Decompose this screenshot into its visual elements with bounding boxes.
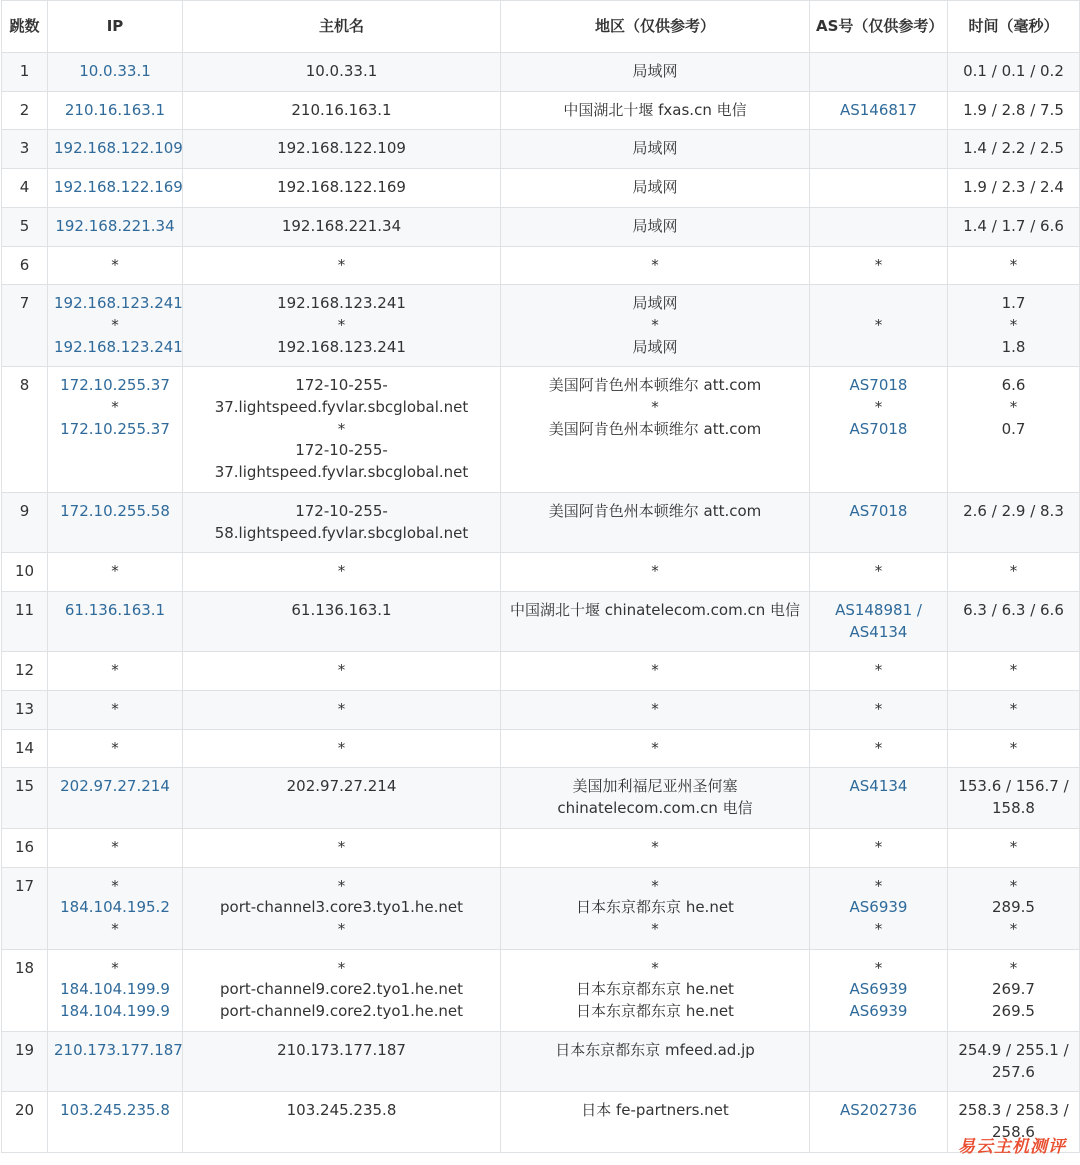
- cell-hostname-line: 172-10-255-: [295, 376, 388, 395]
- cell-hop: 4: [2, 169, 48, 208]
- cell-asn: [810, 553, 948, 592]
- table-row: [2, 1031, 1080, 1091]
- cell-asn-line: *: [874, 255, 883, 274]
- cell-time-line: *: [1009, 315, 1018, 334]
- cell-hostname-line: *: [337, 562, 346, 581]
- cell-hop: 1: [2, 53, 48, 92]
- cell-region-line: 美国阿肯色州本顿维尔 att.com: [548, 419, 762, 438]
- cell-hostname: [183, 652, 501, 691]
- cell-hostname-line: *: [337, 700, 346, 719]
- cell-hostname-line: 210.16.163.1: [291, 100, 392, 119]
- cell-asn: [810, 1031, 948, 1091]
- cell-hop: 8: [2, 367, 48, 493]
- cell-region: [501, 1092, 810, 1152]
- cell-ip: [48, 729, 183, 768]
- cell-hostname-line: *: [337, 919, 346, 938]
- cell-ip-line-link[interactable]: 210.173.177.187: [54, 1040, 183, 1059]
- cell-asn-line: *: [874, 837, 883, 856]
- cell-region: [501, 768, 810, 828]
- cell-asn-line: *: [874, 700, 883, 719]
- cell-region: [501, 91, 810, 130]
- cell-ip: [48, 949, 183, 1031]
- cell-ip: [48, 53, 183, 92]
- cell-region-line: 美国阿肯色州本顿维尔 att.com: [548, 501, 762, 520]
- cell-hop: 9: [2, 492, 48, 552]
- cell-asn: [810, 949, 948, 1031]
- cell-hostname-line: 192.168.122.169: [277, 178, 406, 197]
- cell-region: [501, 591, 810, 651]
- cell-ip-line-link[interactable]: 103.245.235.8: [60, 1101, 170, 1120]
- cell-asn-line: *: [874, 661, 883, 680]
- cell-asn-line-link[interactable]: AS7018: [849, 376, 908, 395]
- cell-ip: [48, 828, 183, 867]
- cell-asn: [810, 53, 948, 92]
- cell-ip: [48, 1031, 183, 1091]
- cell-time-line: 158.8: [992, 799, 1035, 818]
- cell-asn-line: *: [874, 876, 883, 895]
- cell-asn-line-link[interactable]: AS7018: [849, 419, 908, 438]
- cell-time: [948, 91, 1080, 130]
- cell-time: [948, 246, 1080, 285]
- cell-ip-line-link[interactable]: 192.168.221.34: [55, 216, 175, 235]
- cell-time-line: *: [1009, 398, 1018, 417]
- cell-hop: 7: [2, 285, 48, 367]
- cell-hostname-line: 192.168.221.34: [281, 216, 402, 235]
- cell-ip-line: *: [111, 876, 119, 895]
- cell-ip-line-link[interactable]: 184.104.199.9: [60, 1002, 170, 1021]
- cell-ip-line: *: [111, 255, 119, 274]
- cell-time-line: *: [1009, 255, 1018, 274]
- cell-region-line: *: [651, 700, 659, 719]
- cell-asn-line: *: [874, 738, 883, 757]
- cell-asn: [810, 768, 948, 828]
- cell-hostname: [183, 867, 501, 949]
- table-row: [2, 130, 1080, 169]
- cell-region-line: *: [651, 958, 659, 977]
- cell-ip-line-link[interactable]: 202.97.27.214: [60, 777, 170, 796]
- header-hop[interactable]: 跳数: [2, 1, 48, 53]
- cell-asn: [810, 652, 948, 691]
- cell-asn-line-link[interactable]: AS202736: [839, 1101, 918, 1120]
- cell-hop: 17: [2, 867, 48, 949]
- cell-asn-line: *: [874, 315, 883, 334]
- cell-hostname: [183, 492, 501, 552]
- cell-hop: 14: [2, 729, 48, 768]
- cell-hostname-line: 192.168.123.241: [277, 337, 406, 356]
- cell-time-line: 289.5: [992, 898, 1035, 917]
- cell-hostname: [183, 53, 501, 92]
- cell-ip: [48, 768, 183, 828]
- cell-time-line: 1.4 / 1.7 / 6.6: [963, 216, 1064, 235]
- table-body: [2, 53, 1080, 1153]
- cell-time-line: *: [1009, 738, 1018, 757]
- cell-region-line: *: [651, 738, 659, 757]
- cell-asn: [810, 169, 948, 208]
- cell-time: [948, 492, 1080, 552]
- cell-region-line: chinatelecom.com.cn 电信: [557, 799, 753, 818]
- cell-time-line: 258.3 / 258.3 /: [958, 1101, 1069, 1120]
- cell-ip-line: *: [111, 738, 119, 757]
- cell-hostname: [183, 591, 501, 651]
- cell-time-line: 1.9 / 2.3 / 2.4: [963, 178, 1064, 197]
- cell-region: [501, 949, 810, 1031]
- cell-time-line: 0.1 / 0.1 / 0.2: [963, 62, 1064, 80]
- cell-asn-line: [816, 216, 941, 238]
- cell-time: [948, 591, 1080, 651]
- cell-hop: 13: [2, 691, 48, 730]
- cell-ip: [48, 691, 183, 730]
- cell-hostname-line: *: [337, 876, 346, 895]
- cell-time-line: *: [1009, 919, 1018, 938]
- cell-time-line: 1.8: [1001, 337, 1026, 356]
- cell-ip-line-link[interactable]: 10.0.33.1: [79, 62, 151, 80]
- cell-hop: 12: [2, 652, 48, 691]
- cell-asn-line-link[interactable]: AS146817: [839, 100, 918, 119]
- cell-asn-line: [816, 177, 941, 199]
- cell-time: [948, 553, 1080, 592]
- cell-hostname: [183, 367, 501, 493]
- cell-time-line: 1.4 / 2.2 / 2.5: [963, 139, 1064, 158]
- cell-ip: [48, 553, 183, 592]
- cell-region-line: 中国湖北十堰 chinatelecom.com.cn 电信: [509, 600, 801, 619]
- cell-hop: 10: [2, 553, 48, 592]
- cell-region-line: 局域网: [632, 337, 678, 356]
- cell-hostname-line: 172-10-255-: [295, 441, 388, 460]
- cell-asn-line: [816, 293, 941, 315]
- cell-time-line: 269.7: [992, 980, 1035, 999]
- cell-region: [501, 207, 810, 246]
- table-row: [2, 246, 1080, 285]
- table-row: [2, 949, 1080, 1031]
- cell-ip-line-link[interactable]: 172.10.255.58: [60, 501, 170, 520]
- cell-time: [948, 207, 1080, 246]
- cell-region: [501, 130, 810, 169]
- table-row: [2, 768, 1080, 828]
- cell-ip-line: *: [111, 661, 119, 680]
- cell-hop: 2: [2, 91, 48, 130]
- cell-ip-line-link[interactable]: 192.168.123.241: [54, 294, 183, 313]
- cell-hostname: [183, 729, 501, 768]
- cell-region-line: *: [651, 562, 659, 581]
- cell-ip-line: *: [111, 398, 119, 417]
- cell-hostname-line: 61.136.163.1: [291, 600, 392, 619]
- cell-time-line: 1.9 / 2.8 / 7.5: [963, 100, 1064, 119]
- cell-time-line: 6.6: [1001, 376, 1026, 395]
- cell-ip-line-link[interactable]: 192.168.123.241: [54, 337, 183, 356]
- cell-region-line: 局域网: [632, 62, 678, 80]
- cell-hostname-line: *: [337, 837, 346, 856]
- cell-ip-line-link[interactable]: 61.136.163.1: [64, 600, 166, 619]
- cell-ip: [48, 130, 183, 169]
- cell-region-line: *: [651, 398, 659, 417]
- cell-hostname: [183, 828, 501, 867]
- table-row: [2, 691, 1080, 730]
- cell-hostname-line: port-channel9.core2.tyo1.he.net: [220, 980, 463, 999]
- cell-time-line: 0.7: [1001, 419, 1026, 438]
- header-region[interactable]: 地区（仅供参考）: [501, 1, 810, 53]
- cell-ip-line-link[interactable]: 184.104.199.9: [60, 980, 170, 999]
- cell-region-line: 局域网: [632, 216, 678, 235]
- cell-asn-line-link[interactable]: AS6939: [849, 898, 908, 917]
- header-hostname[interactable]: 主机名: [183, 1, 501, 53]
- cell-asn-line: *: [874, 919, 883, 938]
- cell-hop: 19: [2, 1031, 48, 1091]
- cell-hostname: [183, 1092, 501, 1152]
- cell-asn-line-link[interactable]: AS148981 /: [835, 600, 922, 619]
- cell-ip: [48, 246, 183, 285]
- cell-hostname: [183, 768, 501, 828]
- cell-time-line: *: [1009, 876, 1018, 895]
- table-row: [2, 652, 1080, 691]
- cell-time-line: 153.6 / 156.7 /: [958, 777, 1069, 796]
- cell-hop: 16: [2, 828, 48, 867]
- cell-asn-line: [816, 61, 941, 83]
- cell-asn-line: [816, 1040, 941, 1062]
- cell-asn: [810, 130, 948, 169]
- cell-asn-line-link[interactable]: AS6939: [849, 980, 908, 999]
- cell-hostname: [183, 246, 501, 285]
- cell-hostname: [183, 1031, 501, 1091]
- cell-time-line: 257.6: [992, 1062, 1035, 1081]
- cell-hostname-line: 192.168.122.109: [277, 139, 406, 158]
- cell-region-line: 局域网: [632, 294, 678, 313]
- cell-asn: [810, 828, 948, 867]
- cell-region: [501, 367, 810, 493]
- cell-time-line: *: [1009, 837, 1018, 856]
- cell-time-line: *: [1009, 700, 1018, 719]
- cell-hop: 3: [2, 130, 48, 169]
- cell-asn: [810, 591, 948, 651]
- cell-asn: [810, 492, 948, 552]
- cell-hop: 20: [2, 1092, 48, 1152]
- cell-time: [948, 652, 1080, 691]
- cell-hostname: [183, 285, 501, 367]
- cell-asn: [810, 91, 948, 130]
- cell-region: [501, 53, 810, 92]
- cell-hostname-line: 210.173.177.187: [277, 1040, 406, 1059]
- cell-asn: [810, 285, 948, 367]
- header-ip[interactable]: IP: [48, 1, 183, 53]
- cell-time: [948, 130, 1080, 169]
- cell-ip: [48, 367, 183, 493]
- cell-asn-line: [816, 337, 941, 359]
- cell-time: [948, 53, 1080, 92]
- cell-hostname: [183, 207, 501, 246]
- cell-hop: 5: [2, 207, 48, 246]
- cell-region: [501, 492, 810, 552]
- cell-hostname: [183, 691, 501, 730]
- cell-hostname-line: 58.lightspeed.fyvlar.sbcglobal.net: [214, 523, 469, 542]
- cell-ip: [48, 652, 183, 691]
- cell-region: [501, 1031, 810, 1091]
- cell-region-line: 日本东京都东京 he.net: [576, 898, 734, 917]
- cell-hostname: [183, 91, 501, 130]
- cell-hop: 15: [2, 768, 48, 828]
- cell-hostname-line: *: [337, 315, 346, 334]
- cell-region-line: *: [651, 255, 659, 274]
- cell-ip-line: *: [111, 919, 119, 938]
- cell-time-line: *: [1009, 661, 1018, 680]
- header-time[interactable]: 时间（毫秒）: [948, 1, 1080, 53]
- watermark: 易云主机测评: [958, 1137, 1066, 1157]
- table-row: [2, 169, 1080, 208]
- cell-ip-line-link[interactable]: 172.10.255.37: [60, 419, 170, 438]
- cell-time: [948, 729, 1080, 768]
- cell-region: [501, 246, 810, 285]
- cell-hostname-line: *: [337, 958, 346, 977]
- cell-hop: 11: [2, 591, 48, 651]
- cell-asn: [810, 867, 948, 949]
- cell-ip-line: *: [111, 837, 119, 856]
- cell-asn-line: *: [874, 958, 883, 977]
- table-row: [2, 729, 1080, 768]
- cell-ip-line-link[interactable]: 192.168.122.109: [54, 139, 183, 158]
- cell-time-line: 2.6 / 2.9 / 8.3: [963, 501, 1064, 520]
- cell-region: [501, 828, 810, 867]
- cell-asn-line: [816, 138, 941, 160]
- cell-region: [501, 553, 810, 592]
- cell-hostname-line: 10.0.33.1: [305, 62, 378, 80]
- cell-region-line: 日本东京都东京 mfeed.ad.jp: [555, 1040, 755, 1059]
- cell-time-line: *: [1009, 562, 1018, 581]
- cell-asn-line-link[interactable]: AS4134: [849, 777, 908, 796]
- cell-region: [501, 729, 810, 768]
- cell-hostname-line: *: [337, 255, 346, 274]
- cell-region: [501, 867, 810, 949]
- cell-ip-line-link[interactable]: 210.16.163.1: [64, 100, 166, 119]
- cell-hostname-line: port-channel3.core3.tyo1.he.net: [220, 898, 463, 917]
- table-header-row: [2, 1, 1080, 53]
- table-row: [2, 867, 1080, 949]
- cell-time-line: 1.7: [1001, 294, 1026, 313]
- cell-region: [501, 169, 810, 208]
- cell-ip-line-link[interactable]: 172.10.255.37: [60, 376, 170, 395]
- cell-region-line: 局域网: [632, 139, 678, 158]
- cell-time-line: 258.6: [992, 1122, 1035, 1141]
- cell-ip: [48, 169, 183, 208]
- cell-ip-line-link[interactable]: 184.104.195.2: [60, 898, 170, 917]
- cell-ip-line: *: [111, 562, 119, 581]
- table-row: [2, 828, 1080, 867]
- table-row: [2, 591, 1080, 651]
- cell-hostname: [183, 553, 501, 592]
- cell-time: [948, 828, 1080, 867]
- cell-region-line: 美国阿肯色州本顿维尔 att.com: [548, 376, 762, 395]
- cell-region-line: *: [651, 837, 659, 856]
- cell-hostname-line: 202.97.27.214: [286, 777, 397, 796]
- cell-asn-line: *: [874, 398, 883, 417]
- cell-time: [948, 367, 1080, 493]
- cell-hostname-line: *: [337, 661, 346, 680]
- cell-region: [501, 652, 810, 691]
- table-row: [2, 1092, 1080, 1152]
- cell-time: [948, 285, 1080, 367]
- cell-region-line: *: [651, 919, 659, 938]
- cell-region-line: *: [651, 661, 659, 680]
- cell-time: [948, 768, 1080, 828]
- cell-region-line: 美国加利福尼亚州圣何塞: [572, 777, 738, 796]
- cell-ip: [48, 207, 183, 246]
- cell-hop: 6: [2, 246, 48, 285]
- cell-time-line: 254.9 / 255.1 /: [958, 1040, 1069, 1059]
- cell-asn-line-link[interactable]: AS6939: [849, 1002, 908, 1021]
- cell-time-line: *: [1009, 958, 1018, 977]
- cell-asn: [810, 691, 948, 730]
- cell-region-line: 日本东京都东京 he.net: [576, 1002, 734, 1021]
- cell-ip-line: *: [111, 315, 119, 334]
- cell-time-line: 269.5: [992, 1002, 1035, 1021]
- cell-ip: [48, 285, 183, 367]
- cell-hop: 18: [2, 949, 48, 1031]
- cell-hostname: [183, 949, 501, 1031]
- cell-hostname-line: 103.245.235.8: [286, 1101, 397, 1120]
- cell-time: [948, 949, 1080, 1031]
- cell-ip-line: *: [111, 958, 119, 977]
- cell-hostname-line: 37.lightspeed.fyvlar.sbcglobal.net: [214, 463, 469, 482]
- cell-asn-line-link[interactable]: AS4134: [849, 622, 908, 641]
- cell-region: [501, 285, 810, 367]
- table-row: [2, 53, 1080, 92]
- cell-region-line: 局域网: [632, 178, 678, 197]
- cell-asn: [810, 1092, 948, 1152]
- cell-ip-line-link[interactable]: 192.168.122.169: [54, 178, 183, 197]
- cell-ip: [48, 591, 183, 651]
- cell-hostname-line: *: [337, 419, 346, 438]
- cell-hostname-line: 37.lightspeed.fyvlar.sbcglobal.net: [214, 398, 469, 417]
- cell-region-line: 中国湖北十堰 fxas.cn 电信: [563, 100, 747, 119]
- cell-time-line: 6.3 / 6.3 / 6.6: [963, 600, 1064, 619]
- cell-asn-line-link[interactable]: AS7018: [849, 501, 908, 520]
- cell-hostname-line: port-channel9.core2.tyo1.he.net: [220, 1002, 463, 1021]
- cell-region: [501, 691, 810, 730]
- cell-asn: [810, 246, 948, 285]
- table-row: [2, 207, 1080, 246]
- header-asn[interactable]: AS号（仅供参考）: [810, 1, 948, 53]
- table-row: [2, 553, 1080, 592]
- cell-hostname-line: 192.168.123.241: [277, 294, 406, 313]
- cell-region-line: *: [651, 315, 659, 334]
- cell-hostname-line: 172-10-255-: [295, 501, 388, 520]
- cell-ip: [48, 867, 183, 949]
- cell-time: [948, 1031, 1080, 1091]
- cell-ip-line: *: [111, 700, 119, 719]
- cell-hostname-line: *: [337, 738, 346, 757]
- cell-asn: [810, 207, 948, 246]
- cell-region-line: 日本东京都东京 he.net: [576, 980, 734, 999]
- cell-ip: [48, 1092, 183, 1152]
- traceroute-table: [1, 0, 1080, 1153]
- cell-asn: [810, 367, 948, 493]
- cell-time: [948, 169, 1080, 208]
- cell-asn-line: *: [874, 562, 883, 581]
- cell-time: [948, 867, 1080, 949]
- cell-ip: [48, 91, 183, 130]
- table-row: [2, 367, 1080, 493]
- table-row: [2, 285, 1080, 367]
- cell-time: [948, 691, 1080, 730]
- cell-region-line: 日本 fe-partners.net: [581, 1101, 729, 1120]
- cell-asn: [810, 729, 948, 768]
- table-row: [2, 91, 1080, 130]
- cell-ip: [48, 492, 183, 552]
- cell-region-line: *: [651, 876, 659, 895]
- cell-hostname: [183, 130, 501, 169]
- cell-hostname: [183, 169, 501, 208]
- table-row: [2, 492, 1080, 552]
